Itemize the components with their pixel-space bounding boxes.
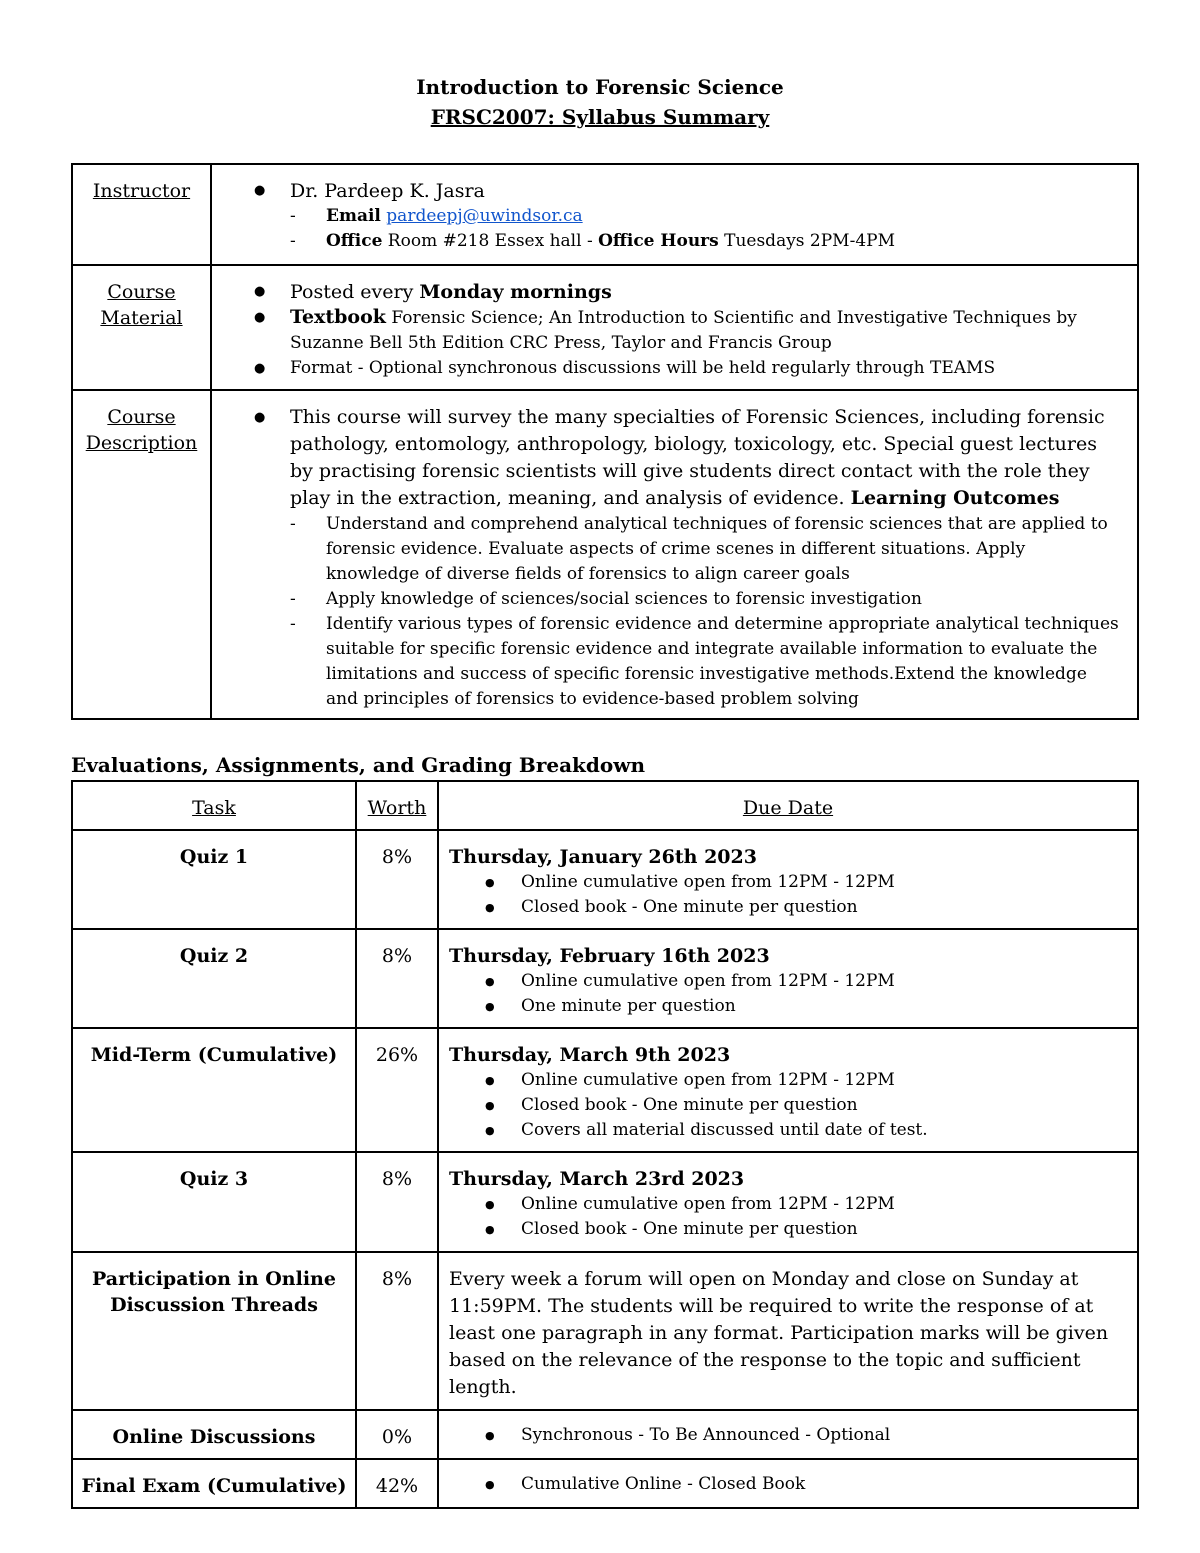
due-date-bullet: ● Closed book - One minute per question bbox=[485, 1217, 1127, 1242]
due-date-cell bbox=[438, 1252, 1138, 1410]
worth-cell: 42% bbox=[356, 1459, 438, 1508]
grading-row bbox=[72, 1459, 1138, 1508]
due-date-bullet: ● Closed book - One minute per question bbox=[485, 1093, 1127, 1118]
due-date-cell bbox=[438, 1152, 1138, 1252]
due-date-bullet: ● Online cumulative open from 12PM - 12PM bbox=[485, 1192, 1127, 1217]
grading-row bbox=[72, 1410, 1138, 1459]
due-date: Thursday, January 26th 2023 bbox=[449, 846, 757, 868]
grading-row bbox=[72, 929, 1138, 1028]
worth-cell: 26% bbox=[356, 1028, 438, 1152]
due-date: Thursday, March 9th 2023 bbox=[449, 1044, 731, 1066]
due-date-bullet: ● Online cumulative open from 12PM - 12PM bbox=[485, 969, 1127, 994]
due-date-bullet: ● Cumulative Online - Closed Book bbox=[485, 1472, 1127, 1497]
due-date: Thursday, February 16th 2023 bbox=[449, 945, 770, 967]
due-date-bullet: ● Online cumulative open from 12PM - 12PM bbox=[485, 870, 1127, 895]
due-date-cell bbox=[438, 1459, 1138, 1508]
due-date-bullets bbox=[449, 1472, 1127, 1497]
document-header bbox=[0, 72, 1200, 132]
due-date: Thursday, March 23rd 2023 bbox=[449, 1168, 745, 1190]
instructor-office-line: - Office Room #218 Essex hall - Office Hours Tuesdays 2PM-4PM bbox=[290, 229, 1123, 254]
document-subtitle: FRSC2007: Syllabus Summary bbox=[430, 105, 770, 129]
due-date-bullets bbox=[449, 1423, 1127, 1448]
description-label: Course Description bbox=[72, 390, 211, 719]
instructor-name: ● Dr. Pardeep K. Jasra bbox=[254, 178, 1123, 204]
participation-description: Every week a forum will open on Monday and close on Sunday at 11:59PM. The students will be required to write the response of at least one paragraph in any format. Participation marks will be given based on the relevance of the response to the topic and sufficient length. bbox=[449, 1268, 1109, 1398]
worth-cell: 8% bbox=[356, 929, 438, 1028]
due-date-bullets bbox=[449, 870, 1127, 920]
learning-outcome-item: - Apply knowledge of sciences/social sciences to forensic investigation bbox=[290, 587, 1123, 612]
col-due-header: Due Date bbox=[438, 781, 1138, 830]
instructor-label: Instructor bbox=[72, 164, 211, 265]
due-date-cell bbox=[438, 830, 1138, 929]
grading-heading: Evaluations, Assignments, and Grading Breakdown bbox=[71, 753, 645, 777]
due-date-bullet: ● Online cumulative open from 12PM - 12PM bbox=[485, 1068, 1127, 1093]
task-cell: Participation in Online Discussion Threads bbox=[72, 1252, 356, 1410]
learning-outcome-item: - Understand and comprehend analytical techniques of forensic sciences that are applied to forensic evidence. Evaluate aspects of crime scenes in different situations. Apply knowledge of diverse fields of forensics to align career goals bbox=[290, 512, 1123, 587]
grading-table bbox=[71, 780, 1139, 1509]
worth-cell: 8% bbox=[356, 1252, 438, 1410]
due-date-bullet: ● One minute per question bbox=[485, 994, 1127, 1019]
task-cell: Quiz 1 bbox=[72, 830, 356, 929]
due-date-bullets bbox=[449, 1068, 1127, 1143]
instructor-row bbox=[72, 164, 1138, 265]
description-details bbox=[211, 390, 1138, 719]
due-date-bullet: ● Synchronous - To Be Announced - Optional bbox=[485, 1423, 1127, 1448]
material-row bbox=[72, 265, 1138, 390]
grading-row bbox=[72, 830, 1138, 929]
due-date-cell bbox=[438, 1028, 1138, 1152]
col-task-header: Task bbox=[72, 781, 356, 830]
col-worth-header: Worth bbox=[356, 781, 438, 830]
material-posted: ● Posted every Monday mornings bbox=[254, 279, 1123, 305]
grading-row bbox=[72, 1028, 1138, 1152]
material-label: Course Material bbox=[72, 265, 211, 390]
worth-cell: 8% bbox=[356, 1152, 438, 1252]
material-format: ● Format - Optional synchronous discussions will be held regularly through TEAMS bbox=[254, 356, 1123, 381]
task-cell: Online Discussions bbox=[72, 1410, 356, 1459]
instructor-details bbox=[211, 164, 1138, 265]
worth-cell: 8% bbox=[356, 830, 438, 929]
due-date-bullets bbox=[449, 969, 1127, 1019]
grading-row bbox=[72, 1152, 1138, 1252]
task-cell: Quiz 2 bbox=[72, 929, 356, 1028]
due-date-bullets bbox=[449, 1192, 1127, 1242]
due-date-bullet: ● Closed book - One minute per question bbox=[485, 895, 1127, 920]
due-date-cell bbox=[438, 929, 1138, 1028]
document-title: Introduction to Forensic Science bbox=[416, 75, 784, 99]
learning-outcome-item: - Identify various types of forensic evidence and determine appropriate analytical techniques suitable for specific forensic evidence and integrate available information to evaluate the limitations and success of specific forensic investigative methods.Extend the knowledge and principles of forensics to evidence-based problem solving bbox=[290, 612, 1123, 712]
worth-cell: 0% bbox=[356, 1410, 438, 1459]
course-info-table bbox=[71, 163, 1139, 720]
due-date-cell bbox=[438, 1410, 1138, 1459]
task-cell: Quiz 3 bbox=[72, 1152, 356, 1252]
learning-outcomes-list bbox=[254, 512, 1123, 712]
description-text: ● This course will survey the many specialties of Forensic Sciences, including forensic pathology, entomology, anthropology, biology, toxicology, etc. Special guest lectures by practising forensic scientists will give students direct contact with the role they play in the extraction, meaning, and analysis of evidence. Learning Outcomes bbox=[254, 404, 1123, 512]
material-textbook: ● Textbook Forensic Science; An Introduction to Scientific and Investigative Techniques by Suzanne Bell 5th Edition CRC Press, Taylor and Francis Group bbox=[254, 305, 1123, 356]
instructor-email-line: - Email pardeepj@uwindsor.ca bbox=[290, 204, 1123, 229]
task-cell: Mid-Term (Cumulative) bbox=[72, 1028, 356, 1152]
due-date-bullet: ● Covers all material discussed until date of test. bbox=[485, 1118, 1127, 1143]
material-details bbox=[211, 265, 1138, 390]
grading-header-row bbox=[72, 781, 1138, 830]
instructor-email-link[interactable]: pardeepj@uwindsor.ca bbox=[386, 206, 583, 226]
grading-row bbox=[72, 1252, 1138, 1410]
task-cell: Final Exam (Cumulative) bbox=[72, 1459, 356, 1508]
description-row bbox=[72, 390, 1138, 719]
